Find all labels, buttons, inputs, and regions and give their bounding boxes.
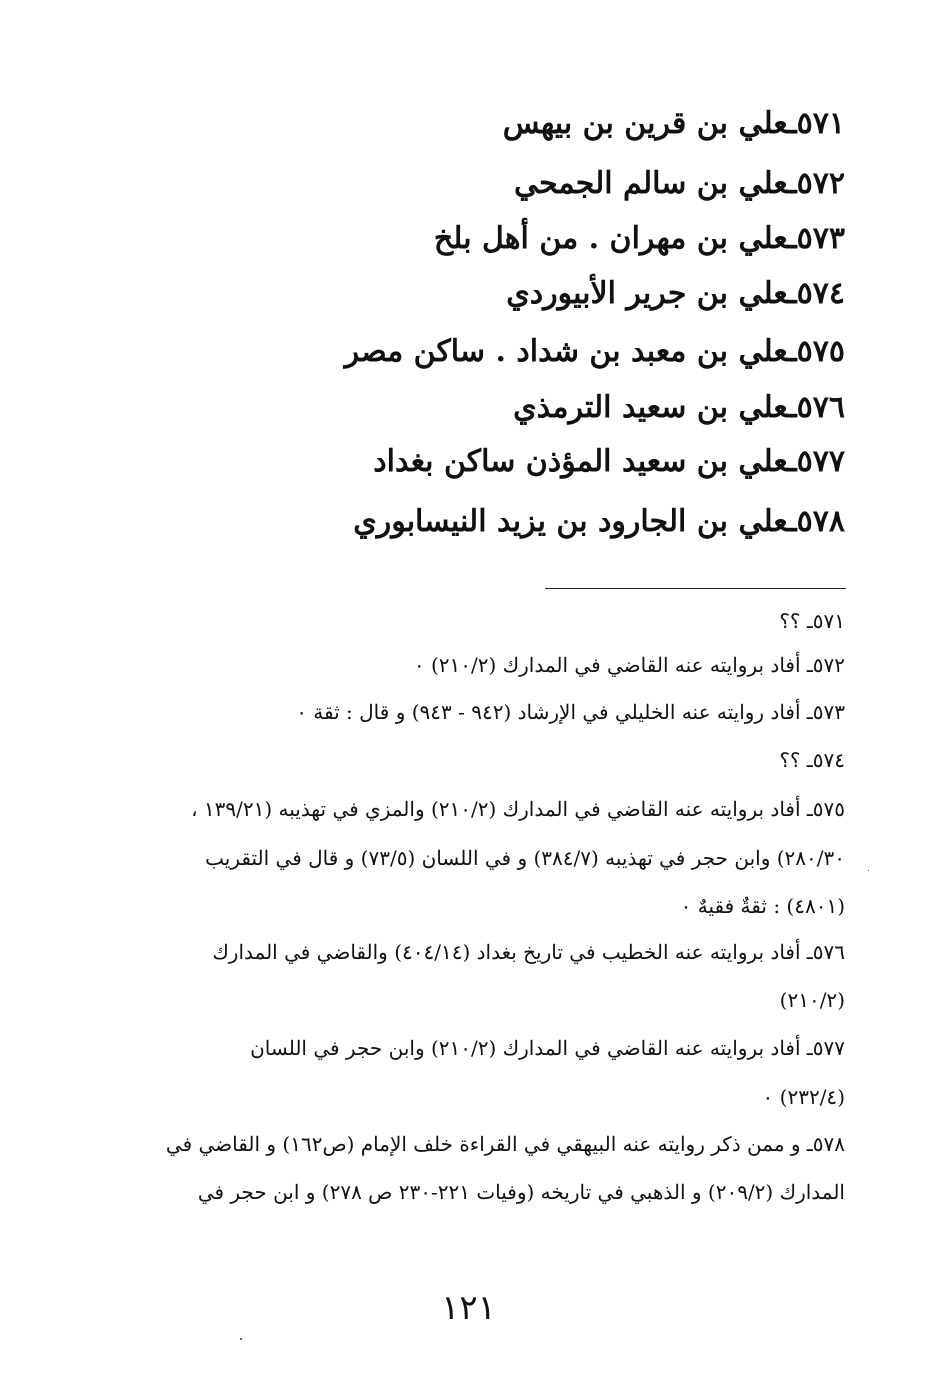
entry-577: ٥٧٧ـعلي بن سعيد المؤذن ساكن بغداد	[373, 444, 845, 479]
scan-speck	[868, 870, 869, 871]
entry-number: ٥٧٦	[796, 390, 845, 425]
entry-number: ٥٧٤	[796, 276, 845, 311]
entry-number: ٥٧٥	[796, 334, 845, 369]
footnote-separator	[545, 588, 846, 589]
entry-text: علي بن سالم الجمحي	[513, 166, 788, 201]
entry-text: علي بن جرير الأبيوردي	[506, 276, 788, 311]
entry-text: علي بن معبد بن شداد . ساكن مصر	[344, 334, 788, 369]
page-number: ١٢١	[441, 1288, 496, 1328]
footnote-line: ٥٧٥ـ أفاد بروايته عنه القاضي في المدارك (٢١٠/٢) والمزي في تهذيبه (١٣٩/٢١ ،	[191, 797, 845, 821]
footnote-line: ٥٧٦ـ أفاد بروايته عنه الخطيب في تاريخ بغداد (٤٠٤/١٤) والقاضي في المدارك	[212, 940, 845, 964]
entry-576: ٥٧٦ـعلي بن سعيد الترمذي	[513, 390, 845, 425]
footnote-line: المدارك (٢٠٩/٢) و الذهبي في تاريخه (وفيات ٢٢١-٢٣٠ ص ٢٧٨) و ابن حجر في	[197, 1180, 845, 1204]
footnote-line: (٤٨٠١) : ثقةٌ فقيهٌ ٠	[680, 894, 845, 918]
entry-573: ٥٧٣ـعلي بن مهران . من أهل بلخ	[433, 221, 845, 256]
footnote-line: ٢٨٠/٣٠) وابن حجر في تهذيبه (٣٨٤/٧) و في اللسان (٧٣/٥) و قال في التقريب	[205, 846, 845, 870]
entry-574: ٥٧٤ـعلي بن جرير الأبيوردي	[506, 276, 845, 311]
footnote-line: ٥٧٢ـ أفاد بروايته عنه القاضي في المدارك (٢١٠/٢) ٠	[413, 653, 845, 677]
entry-number: ٥٧٣	[796, 221, 845, 256]
entry-571: ٥٧١ـعلي بن قرين بن بيهس	[502, 106, 845, 141]
footnote-line: ٥٧١ـ ؟؟	[779, 609, 845, 633]
footnote-line: ٥٧٧ـ أفاد بروايته عنه القاضي في المدارك (٢١٠/٢) وابن حجر في اللسان	[250, 1036, 845, 1060]
footnote-line: ٥٧٤ـ ؟؟	[779, 748, 845, 772]
entry-text: علي بن قرين بن بيهس	[502, 106, 788, 141]
entry-number: ٥٧٨	[796, 504, 845, 539]
footnote-line: (٢١٠/٢)	[779, 988, 845, 1012]
entry-text: علي بن مهران . من أهل بلخ	[433, 221, 788, 256]
entry-572: ٥٧٢ـعلي بن سالم الجمحي	[513, 166, 845, 201]
entry-number: ٥٧٢	[796, 166, 845, 201]
scan-speck	[240, 1338, 242, 1340]
entry-578: ٥٧٨ـعلي بن الجارود بن يزيد النيسابوري	[353, 504, 845, 539]
entry-number: ٥٧١	[796, 106, 845, 141]
entry-text: علي بن الجارود بن يزيد النيسابوري	[353, 504, 788, 539]
footnote-line: ٥٧٨ـ و ممن ذكر روايته عنه البيهقي في القراءة خلف الإمام (ص١٦٢) و القاضي في	[165, 1132, 845, 1156]
footnote-line: (٢٣٢/٤) ٠	[762, 1085, 845, 1109]
entry-number: ٥٧٧	[796, 444, 845, 479]
footnote-line: ٥٧٣ـ أفاد روايته عنه الخليلي في الإرشاد (٩٤٢ - ٩٤٣) و قال : ثقة ٠	[296, 700, 845, 724]
entry-575: ٥٧٥ـعلي بن معبد بن شداد . ساكن مصر	[344, 334, 845, 369]
entry-text: علي بن سعيد الترمذي	[513, 390, 788, 425]
entry-text: علي بن سعيد المؤذن ساكن بغداد	[373, 444, 788, 479]
